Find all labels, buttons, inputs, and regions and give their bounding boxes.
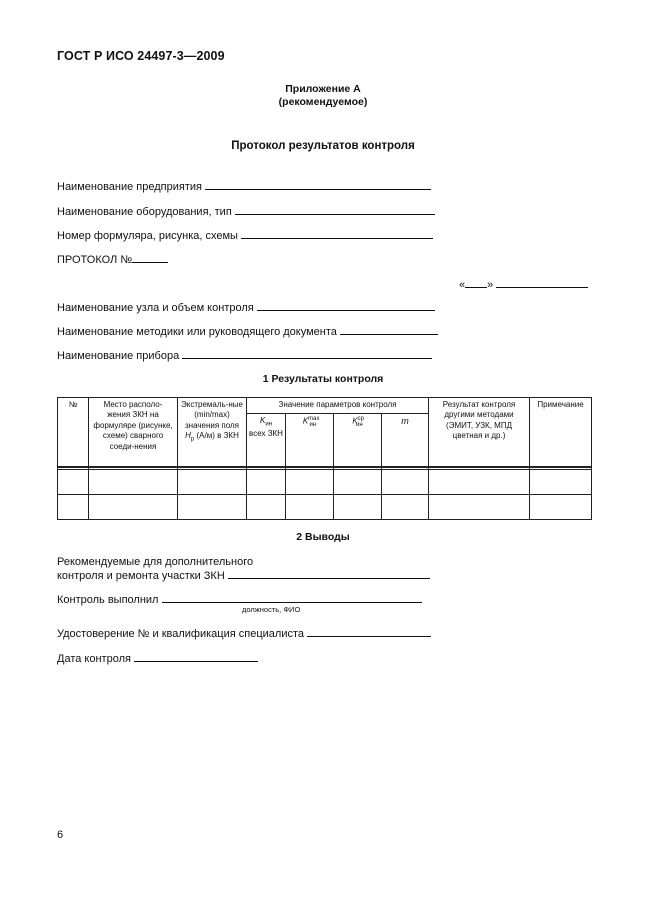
method-blank[interactable]: [340, 325, 438, 335]
k-max-symbol: K: [302, 416, 309, 426]
date-field[interactable]: [57, 652, 258, 665]
recommended-field[interactable]: [57, 569, 430, 582]
k-sr-subscript: ин: [356, 422, 363, 429]
page-number: 6: [57, 829, 64, 841]
performed-field[interactable]: [57, 593, 422, 606]
table-cell[interactable]: [58, 470, 89, 495]
k-max-subscript: ин: [309, 422, 317, 429]
device-blank[interactable]: [182, 349, 432, 359]
table-row[interactable]: [58, 470, 592, 495]
protocol-number-label: ПРОТОКОЛ №: [57, 254, 133, 266]
protocol-number-field[interactable]: [57, 253, 168, 266]
method-label: Наименование методики или руководящего документа: [57, 326, 337, 338]
section2-title: 2 Выводы: [296, 531, 350, 543]
date-month-year-blank[interactable]: [496, 278, 588, 288]
performed-label: Контроль выполнил: [57, 594, 159, 606]
recommended-line1: Рекомендуемые для дополнительного: [57, 556, 254, 568]
equipment-label: Наименование оборудования, тип: [57, 206, 232, 218]
document-header: ГОСТ Р ИСО 24497-3—2009: [57, 49, 225, 63]
protocol-title: Протокол результатов контроля: [231, 140, 415, 152]
col-other-methods-header: Результат контроля другими методами (ЭМИТ, УЗК, МПД цветная и др.): [429, 398, 530, 468]
table-cell[interactable]: [286, 495, 334, 520]
col-k-in-header: [247, 414, 286, 468]
table-cell[interactable]: [530, 470, 592, 495]
table-cell[interactable]: [286, 470, 334, 495]
table-cell[interactable]: [530, 495, 592, 520]
enterprise-label: Наименование предприятия: [57, 181, 202, 193]
node-blank[interactable]: [257, 301, 435, 311]
table-cell[interactable]: [89, 495, 178, 520]
table-row[interactable]: [58, 495, 592, 520]
enterprise-field[interactable]: [57, 180, 431, 193]
appendix-title: Приложение А: [285, 83, 361, 95]
table-cell[interactable]: [382, 470, 429, 495]
certificate-blank[interactable]: [307, 627, 431, 637]
method-field[interactable]: [57, 325, 438, 338]
protocol-date-field[interactable]: [459, 278, 588, 291]
appendix-subtitle: (рекомендуемое): [278, 96, 368, 108]
certificate-field[interactable]: [57, 627, 431, 640]
k-in-subscript: ин: [265, 421, 272, 428]
col-params-group-header: Значение параметров контроля: [247, 398, 429, 414]
performed-blank[interactable]: [162, 593, 422, 603]
table-cell[interactable]: [89, 470, 178, 495]
device-label: Наименование прибора: [57, 350, 180, 362]
col-extreme-header: [178, 398, 247, 468]
date-label: Дата контроля: [57, 653, 131, 665]
table-cell[interactable]: [247, 495, 286, 520]
col-place-header: Место располо-жения ЗКН на формуляре (рисунке, схеме) сварного соеди-нения: [89, 398, 178, 468]
table-cell[interactable]: [429, 470, 530, 495]
k-max-superscript: max: [308, 416, 320, 422]
table-cell[interactable]: [58, 495, 89, 520]
certificate-label: Удостоверение № и квалификация специалиста: [57, 628, 304, 640]
k-in-note: всех ЗКН: [249, 429, 283, 439]
equipment-field[interactable]: [57, 205, 435, 218]
date-quote-open: «: [459, 279, 466, 291]
device-field[interactable]: [57, 349, 432, 362]
position-caption: должность, ФИО: [242, 605, 301, 614]
table-cell[interactable]: [382, 495, 429, 520]
extreme-label: Экстремаль-ные (min/max) значения поля: [181, 400, 243, 430]
recommended-blank[interactable]: [228, 569, 430, 579]
table-cell[interactable]: [429, 495, 530, 520]
results-table: [57, 397, 592, 520]
k-sr-superscript: ср: [357, 416, 364, 422]
section1-title: 1 Результаты контроля: [262, 373, 384, 385]
extreme-hp-symbol: H: [185, 431, 191, 441]
extreme-unit: (А/м) в ЗКН: [196, 431, 239, 441]
table-cell[interactable]: [178, 470, 247, 495]
date-blank[interactable]: [134, 652, 258, 662]
table-header-row: [58, 398, 592, 414]
equipment-blank[interactable]: [235, 205, 435, 215]
recommended-label: контроля и ремонта участки ЗКН: [57, 570, 225, 582]
table-cell[interactable]: [334, 470, 382, 495]
node-label: Наименование узла и объем контроля: [57, 302, 254, 314]
form-number-blank[interactable]: [241, 229, 433, 239]
date-day-blank[interactable]: [465, 278, 487, 288]
k-in-symbol: K: [259, 416, 266, 425]
table-cell[interactable]: [178, 495, 247, 520]
node-field[interactable]: [57, 301, 435, 314]
k-sr-symbol: K: [352, 416, 358, 426]
table-cell[interactable]: [247, 470, 286, 495]
col-note-header: Примечание: [530, 398, 592, 468]
col-m-header: m: [382, 414, 429, 468]
form-number-field[interactable]: [57, 229, 433, 242]
form-number-label: Номер формуляра, рисунка, схемы: [57, 230, 238, 242]
table-cell[interactable]: [334, 495, 382, 520]
extreme-hp-subscript: р: [190, 436, 195, 443]
col-k-max-header: [286, 414, 334, 468]
date-quote-close: »: [487, 279, 494, 291]
col-k-sr-header: [334, 414, 382, 468]
col-number-header: №: [58, 398, 89, 468]
protocol-number-blank[interactable]: [132, 253, 168, 263]
enterprise-blank[interactable]: [205, 180, 431, 190]
